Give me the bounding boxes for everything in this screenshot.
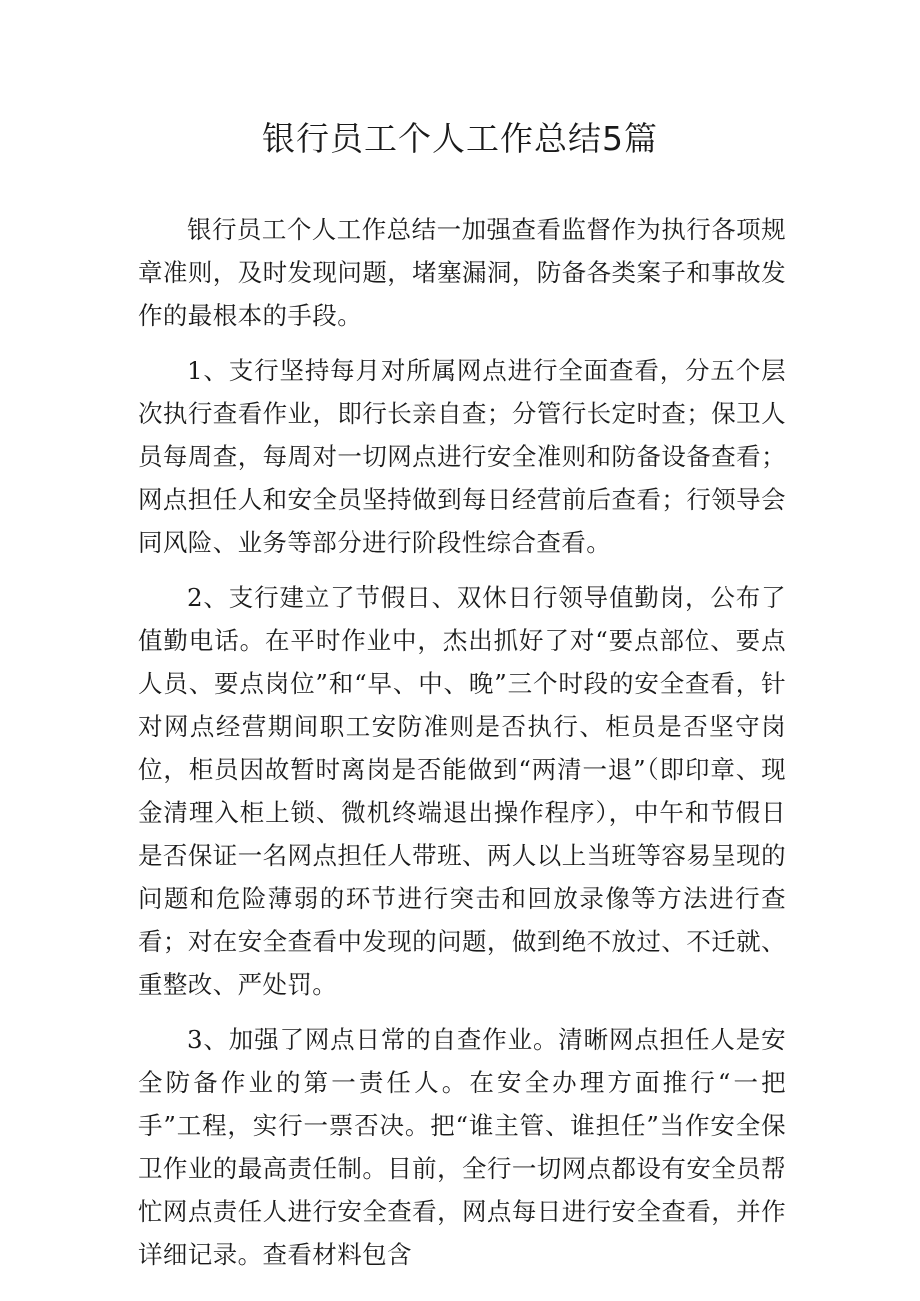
document-body <box>138 208 786 1288</box>
paragraph-item-1: 1、支行坚持每月对所属网点进行全面查看，分五个层次执行查看作业，即行长亲自查；分管行长定时查；保卫人员每周查，每周对一切网点进行安全准则和防备设备查看；网点担任人和安全员坚持做到每日经营前后查看；行领导会同风险、业务等部分进行阶段性综合查看。 <box>138 356 786 557</box>
document-title: 银行员工个人工作总结5篇 <box>262 119 658 158</box>
paragraph-intro: 银行员工个人工作总结一加强查看监督作为执行各项规章准则，及时发现问题，堵塞漏洞，防备各类案子和事故发作的最根本的手段。 <box>138 215 786 330</box>
paragraph-item-3: 3、加强了网点日常的自查作业。清晰网点担任人是安全防备作业的第一责任人。在安全办理方面推行“一把手”工程，实行一票否决。把“谁主管、谁担任”当作安全保卫作业的最高责任制。目前，全行一切网点都设有安全员帮忙网点责任人进行安全查看，网点每日进行安全查看，并作详细记录。查看材料包含 <box>138 1025 786 1269</box>
paragraph-item-2: 2、支行建立了节假日、双休日行领导值勤岗，公布了值勤电话。在平时作业中，杰出抓好了对“要点部位、要点人员、要点岗位”和“早、中、晚”三个时段的安全查看，针对网点经营期间职工安防准则是否执行、柜员是否坚守岗位，柜员因故暂时离岗是否能做到“两清一退”（即印章、现金清理入柜上锁、微机终端退出操作程序），中午和节假日是否保证一名网点担任人带班、两人以上当班等容易呈现的问题和危险薄弱的环节进行突击和回放录像等方法进行查看；对在安全查看中发现的问题，做到绝不放过、不迁就、重整改、严处罚。 <box>138 583 786 999</box>
